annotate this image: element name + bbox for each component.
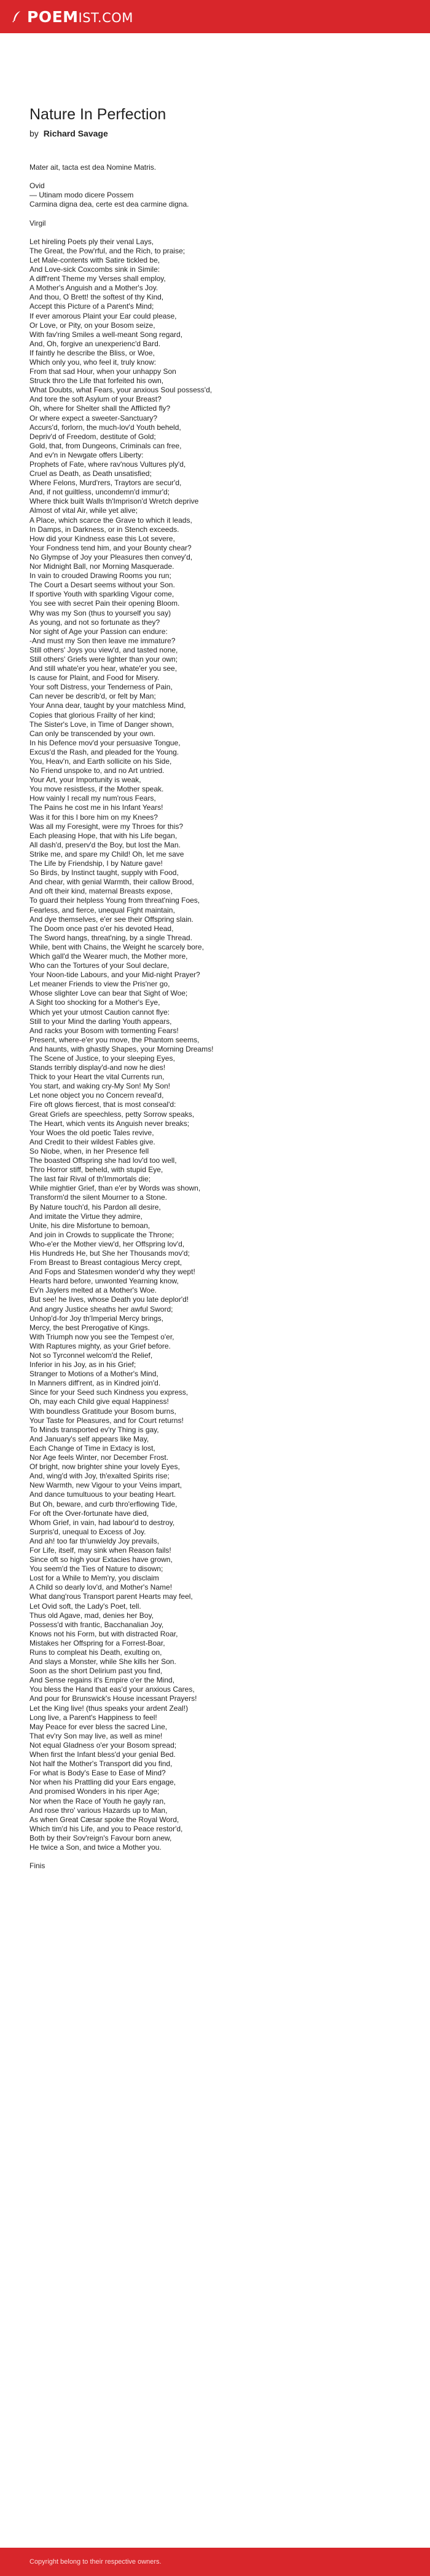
logo-main: POEM (27, 7, 79, 26)
logo-domain: IST.COM (78, 10, 133, 25)
author-link[interactable]: Richard Savage (43, 129, 108, 138)
copyright-text: Copyright belong to their respective owners. (29, 2558, 162, 2566)
site-footer (0, 2548, 430, 2576)
by-label: by (29, 129, 39, 138)
byline (29, 129, 401, 138)
poem-title: Nature In Perfection (29, 106, 166, 123)
site-logo[interactable] (27, 8, 133, 26)
poem-content (0, 33, 430, 1871)
quill-pen-icon[interactable] (11, 10, 23, 23)
poem-text: Mater ait, tacta est dea Nomine Matris. Ovid — Utinam modo dicere Possem Carmina digna dea, certe est dea carmine digna. Virgil Let hireling Poets ply their venal Lays, The Great, the Pow'rful, and the Rich, to praise; Let Male-contents with Satire tickled be, And Love-sick Coxcombs sink in Simile: A diff'rent Theme my Verses shall employ, A Mother's Anguish and a Mother's Joy. And thou, O Brett! the softest of thy Kind, Accept this Picture of a Parent's Mind; If ever amorous Plaint your Ear could please, Or Love, or Pity, on your Bosom seize, With fav'ring Smiles a well-meant Song regard, And, Oh, forgive an unexperienc'd Bard. If faintly he describe the Bliss, or Woe, Which only you, who feel it, truly know: From that sad Hour, when your unhappy Son Struck thro the Life that forfeited his own, What Doubts, what Fears, your anxious Soul possess'd, And tore the soft Asylum of your Breast? Oh, where for Shelter shall the Afflicted fly? Or where expect a sweeter-Sanctuary? Accurs'd, forlorn, the much-lov'd Youth beheld, Depriv'd of Freedom, destitute of Gold; Gold, that, from Dungeons, Criminals can free, And ev'n in Newgate offers Liberty: Prophets of Fate, where rav'nous Vultures ply'd, Cruel as Death, as Death unsatisfied; Where Felons, Murd'rers, Traytors are secur'd, And, if not guiltless, uncondemn'd immur'd; Where thick built Walls th'Imprison'd Wretch deprive Almost of vital Air, while yet alive; A Place, which scarce the Grave to which it leads, In Damps, in Darkness, or in Stench exceeds. How did your Kindness ease this Lot severe, Your Fondness tend him, and your Bounty chear? No Glympse of Joy your Pleasures then convey'd, Nor Midnight Ball, nor Morning Masquerade. In vain to crouded Drawing Rooms you run; The Court a Desart seems without your Son. If sportive Youth with sparkling Vigour come, You see with secret Pain their opening Bloom. Why was my Son (thus to yourself you say) As young, and not so fortunate as they? Nor sight of Age your Passion can endure: -And must my Son then leave me immature? Still others' Joys you view'd, and tasted none, Still others' Griefs were lighter than your own; And still whate'er you hear, whate'er you see, Is cause for Plaint, and Food for Misery. Your soft Distress, your Tenderness of Pain, Can never be describ'd, or felt by Man; Your Anna dear, taught by your matchless Mind, Copies that glorious Frailty of her kind; The Sister's Love, in Time of Danger shown, Can only be transcended by your own. In his Defence mov'd your persuasive Tongue, Excus'd the Rash, and pleaded for the Young. You, Heav'n, and Earth sollicite on his Side, No Friend unspoke to, and no Art untried. Your Art, your Importunity is weak, You move resistless, if the Mother speak. How vainly I recall my num'rous Fears, The Pains he cost me in his Infant Years! Was it for this I bore him on my Knees? Was all my Foresight, were my Throes for this? Each pleasing Hope, that with his Life began, All dash'd, preserv'd the Boy, but lost the Man. Strike me, and spare my Child! Oh, let me save The Life by Friendship, I by Nature gave! So Birds, by Instinct taught, supply with Food, And chear, with genial Warmth, their callow Brood, And oft their kind, maternal Breasts expose, To guard their helpless Young from threat'ning Foes, Fearless, and fierce, unequal Fight maintain, And dye themselves, e'er see their Offspring slain. The Doom once past o'er his devoted Head, The Sword hangs, threat'ning, by a single Thread. While, bent with Chains, the Weight he scarcely bore, Which gall'd the Wearer much, the Mother more, Who can the Tortures of your Soul declare, Your Noon-tide Labours, and your Mid-night Prayer? Let meaner Friends to view the Pris'ner go, Whose slighter Love can bear that Sight of Woe; A Sight too shocking for a Mother's Eye, Which yet your utmost Caution cannot flye: Still to your Mind the darling Youth appears, And racks your Bosom with tormenting Fears! Present, where-e'er you move, the Phantom seems, And haunts, with ghastly Shapes, your Morning Dreams! The Scene of Justice, to your sleeping Eyes, Stands terribly display'd-and now he dies! Thick to your Heart the vital Currents run, You start, and waking cry-My Son! My Son! Let none object you no Concern reveal'd, Fire oft glows fiercest, that is most conseal'd: Great Griefs are speechless, petty Sorrow speaks, The Heart, which vents its Anguish never breaks; Your Woes the old poetic Tales revive, And Credit to their wildest Fables give. So Niobe, when, in her Presence fell The boasted Offspring she had lov'd too well, Thro Horror stiff, beheld, with stupid Eye, The last fair Rival of th'Immortals die; While mightier Grief, than e'er by Words was shown, Transform'd the silent Mourner to a Stone. By Nature touch'd, his Pardon all desire, And imitate the Virtue they admire, Unite, his dire Misfortune to bemoan, And join in Crowds to supplicate the Throne; Who-e'er the Mother view'd, her Offspring lov'd, His Hundreds He, but She her Thousands mov'd; From Breast to Breast contagious Mercy crept, And Fops and Statesmen wonder'd why they wept! Hearts hard before, unwonted Yearning know, Ev'n Jaylers melted at a Mother's Woe. But see! he lives, whose Death you late deplor'd! And angry Justice sheaths her awful Sword; Unhop'd-for Joy th'Imperial Mercy brings, Mercy, the best Prerogative of Kings. With Triumph now you see the Tempest o'er, With Raptures mighty, as your Grief before. Not so Tyrconnel welcom'd the Relief, Inferior in his Joy, as in his Grief; Stranger to Motions of a Mother's Mind, In Manners diff'rent, as in Kindred join'd. Since for your Seed such Kindness you express, Oh, may each Child give equal Happiness! With boundless Gratitude your Bosom burns, Your Taste for Pleasures, and for Court returns! To Minds transported ev'ry Thing is gay, And January's self appears like May, Each Change of Time in Extacy is lost, Nor Age feels Winter, nor December Frost. Of bright, now brighter shine your lovely Eyes, And, wing'd with Joy, th'exalted Spirits rise; New Warmth, new Vigour to your Veins impart, And dance tumultuous to your beating Heart. But Oh, beware, and curb thro'erflowing Tide, For oft the Over-fortunate have died, Whom Grief, in vain, had labour'd to destroy, Surpris'd, unequal to Excess of Joy. And ah! too far th'unwieldy Joy prevails, For Life, itself, may sink when Reason fails! Since oft so high your Extacies have grown, You seem'd the Ties of Nature to disown; Lost for a While to Mem'ry, you disclaim A Child so dearly lov'd, and Mother's Name! What dang'rous Transport parent Hearts may feel, Let Ovid soft, the Lady's Poet, tell. Thus old Agave, mad, denies her Boy, Possess'd with frantic, Bacchanalian Joy, Knows not his Form, but with distracted Roar, Mistakes her Offspring for a Forrest-Boar, Runs to compleat his Death, exulting on, And slays a Monster, while She kills her Son. Soon as the short Delirium past you find, And Sense regains it's Empire o'er the Mind, You bless the Hand that eas'd your anxious Cares, And pour for Brunswick's House incessant Prayers! Let the King live! (thus speaks your ardent Zeal!) Long live, a Parent's Happiness to feel! May Peace for ever bless the sacred Line, That ev'ry Son may live, as well as mine! Not equal Gladness o'er your Bosom spread; When first the Infant bless'd your genial Bed. Not half the Mother's Transport did you find, For what is Body's Ease to Ease of Mind? Nor when his Prattling did your Ears engage, And promised Wonders in his riper Age; Nor when the Race of Youth he gayly ran, And rose thro' various Hazards up to Man, As when Great Cæsar spoke the Royal Word, Which tim'd his Life, and you to Peace restor'd, Both by their Sov'reign's Favour born anew, He twice a Son, and twice a Mother you. Finis (29, 163, 214, 1871)
site-header (0, 0, 430, 33)
